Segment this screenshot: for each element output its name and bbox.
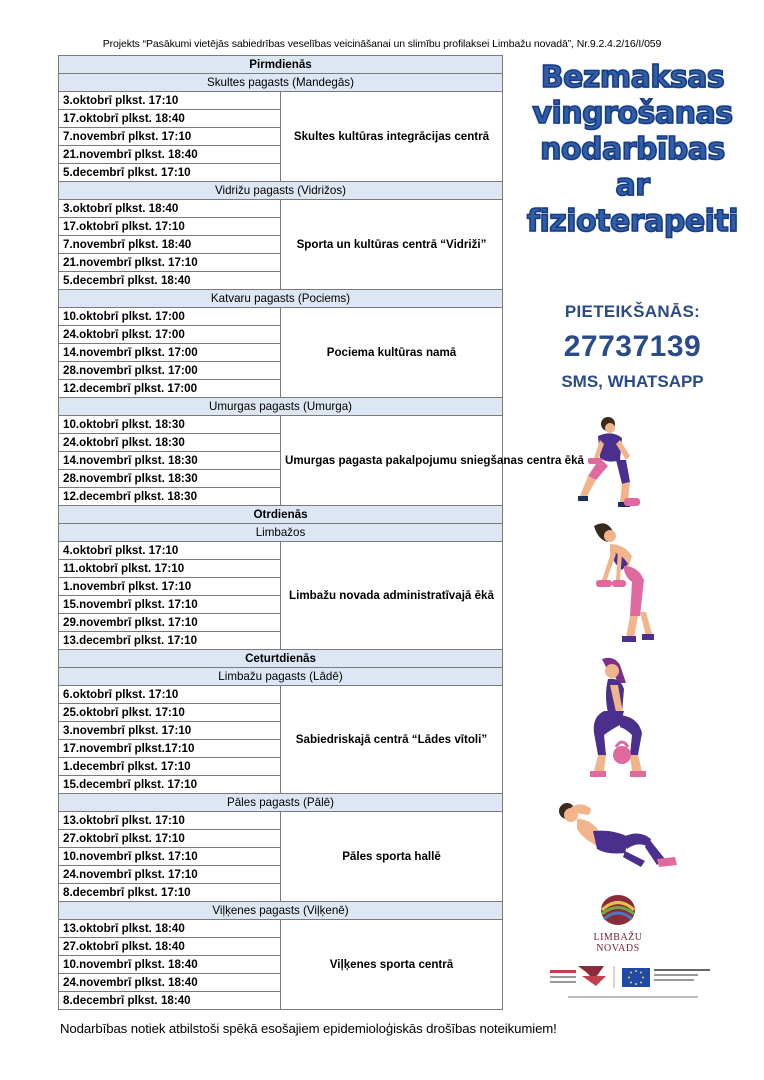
schedule-row [59,812,503,830]
session-date: 27.oktobrī plkst. 18:40 [59,938,281,956]
signup-block [515,302,750,392]
schedule-row [59,200,503,218]
parish-header: Skultes pagasts (Mandegās) [59,74,503,92]
venue-cell: Umurgas pagasta pakalpojumu sniegšanas centra ēkā [281,416,503,506]
session-date: 21.novembrī plkst. 18:40 [59,146,281,164]
session-date: 1.decembrī plkst. 17:10 [59,758,281,776]
session-date: 1.novembrī plkst. 17:10 [59,578,281,596]
session-date: 17.oktobrī plkst. 18:40 [59,110,281,128]
limbazu-novads-logo-icon [596,893,640,927]
session-date: 8.decembrī plkst. 18:40 [59,992,281,1010]
session-date: 17.oktobrī plkst. 17:10 [59,218,281,236]
session-date: 24.oktobrī plkst. 17:00 [59,326,281,344]
schedule-row [59,542,503,560]
session-date: 4.oktobrī plkst. 17:10 [59,542,281,560]
venue-cell: Limbažu novada administratīvajā ēkā [281,542,503,650]
parish-header: Katvaru pagasts (Pociems) [59,290,503,308]
session-date: 6.oktobrī plkst. 17:10 [59,686,281,704]
logo-line-2: NOVADS [596,943,640,954]
session-date: 15.decembrī plkst. 17:10 [59,776,281,794]
session-date: 10.novembrī plkst. 18:40 [59,956,281,974]
session-date: 24.novembrī plkst. 17:10 [59,866,281,884]
exercise-figure-dumbbell-row-icon [588,520,658,645]
day-header: Ceturtdienās [59,650,503,668]
venue-cell: Sporta un kultūras centrā “Vidriži” [281,200,503,290]
session-date: 10.novembrī plkst. 17:10 [59,848,281,866]
promo-title-line: nodarbības [540,132,725,167]
session-date: 15.novembrī plkst. 17:10 [59,596,281,614]
session-date: 3.oktobrī plkst. 18:40 [59,200,281,218]
project-header: Projekts “Pasākumi vietējās sabiedrības veselības veicināšanai un slimību profilaksei Limbažu novadā”, Nr.9.2.4.2/16/I/059 [102,38,662,50]
schedule-row [59,308,503,326]
venue-cell: Pociema kultūras namā [281,308,503,398]
promo-title [515,60,750,240]
session-date: 13.oktobrī plkst. 17:10 [59,812,281,830]
session-date: 25.oktobrī plkst. 17:10 [59,704,281,722]
session-date: 3.novembrī plkst. 17:10 [59,722,281,740]
session-date: 27.oktobrī plkst. 17:10 [59,830,281,848]
session-date: 12.decembrī plkst. 17:00 [59,380,281,398]
promo-title-line: vingrošanas [532,96,733,131]
session-date: 28.novembrī plkst. 18:30 [59,470,281,488]
schedule-row [59,920,503,938]
parish-header: Umurgas pagasts (Umurga) [59,398,503,416]
exercise-figure-dumbbell-squat-icon [572,414,652,514]
session-date: 5.decembrī plkst. 18:40 [59,272,281,290]
footer-note: Nodarbības notiek atbilstoši spēkā esošajiem epidemioloģiskās drošības noteikumiem! [60,1021,557,1036]
session-date: 29.novembrī plkst. 17:10 [59,614,281,632]
promo-title-line: ar [615,168,650,203]
schedule-table [58,55,584,1010]
parish-header: Limbažos [59,524,503,542]
session-date: 17.novembrī plkst.17:10 [59,740,281,758]
session-date: 8.decembrī plkst. 17:10 [59,884,281,902]
limbazu-novads-logo [578,893,658,954]
day-header: Otrdienās [59,506,503,524]
session-date: 24.novembrī plkst. 18:40 [59,974,281,992]
session-date: 11.oktobrī plkst. 17:10 [59,560,281,578]
session-date: 10.oktobrī plkst. 17:00 [59,308,281,326]
parish-header: Limbažu pagasts (Lādē) [59,668,503,686]
parish-header: Viļķenes pagasts (Viļķenē) [59,902,503,920]
venue-cell: Skultes kultūras integrācijas centrā [281,92,503,182]
session-date: 13.oktobrī plkst. 18:40 [59,920,281,938]
exercise-figure-kettlebell-squat-icon [582,655,662,780]
session-date: 7.novembrī plkst. 17:10 [59,128,281,146]
promo-title-line: Bezmaksas [540,60,725,95]
venue-cell: Pāles sporta hallē [281,812,503,902]
session-date: 24.oktobrī plkst. 18:30 [59,434,281,452]
session-date: 3.oktobrī plkst. 17:10 [59,92,281,110]
session-date: 13.decembrī plkst. 17:10 [59,632,281,650]
session-date: 21.novembrī plkst. 17:10 [59,254,281,272]
contact-channels: SMS, WHATSAPP [561,372,704,391]
session-date: 10.oktobrī plkst. 18:30 [59,416,281,434]
session-date: 28.novembrī plkst. 17:00 [59,362,281,380]
phone-number[interactable]: 27737139 [563,330,702,363]
schedule-row [59,686,503,704]
logo-line-1: LIMBAŽU [593,932,643,943]
exercise-figure-situp-icon [553,795,681,875]
session-date: 14.novembrī plkst. 18:30 [59,452,281,470]
venue-cell: Sabiedriskajā centrā “Lādes vītoli” [281,686,503,794]
session-date: 14.novembrī plkst. 17:00 [59,344,281,362]
parish-header: Vidrižu pagasts (Vidrižos) [59,182,503,200]
day-header: Pirmdienās [59,56,503,74]
schedule-row [59,416,503,434]
parish-header: Pāles pagasts (Pālē) [59,794,503,812]
signup-label: PIETEIKŠANĀS: [564,302,701,321]
venue-cell: Viļķenes sporta centrā [281,920,503,1010]
promo-title-line: fizioterapeiti [526,204,739,239]
session-date: 7.novembrī plkst. 18:40 [59,236,281,254]
eu-funding-logo-icon [548,962,718,1004]
session-date: 5.decembrī plkst. 17:10 [59,164,281,182]
session-date: 12.decembrī plkst. 18:30 [59,488,281,506]
schedule-row [59,92,503,110]
